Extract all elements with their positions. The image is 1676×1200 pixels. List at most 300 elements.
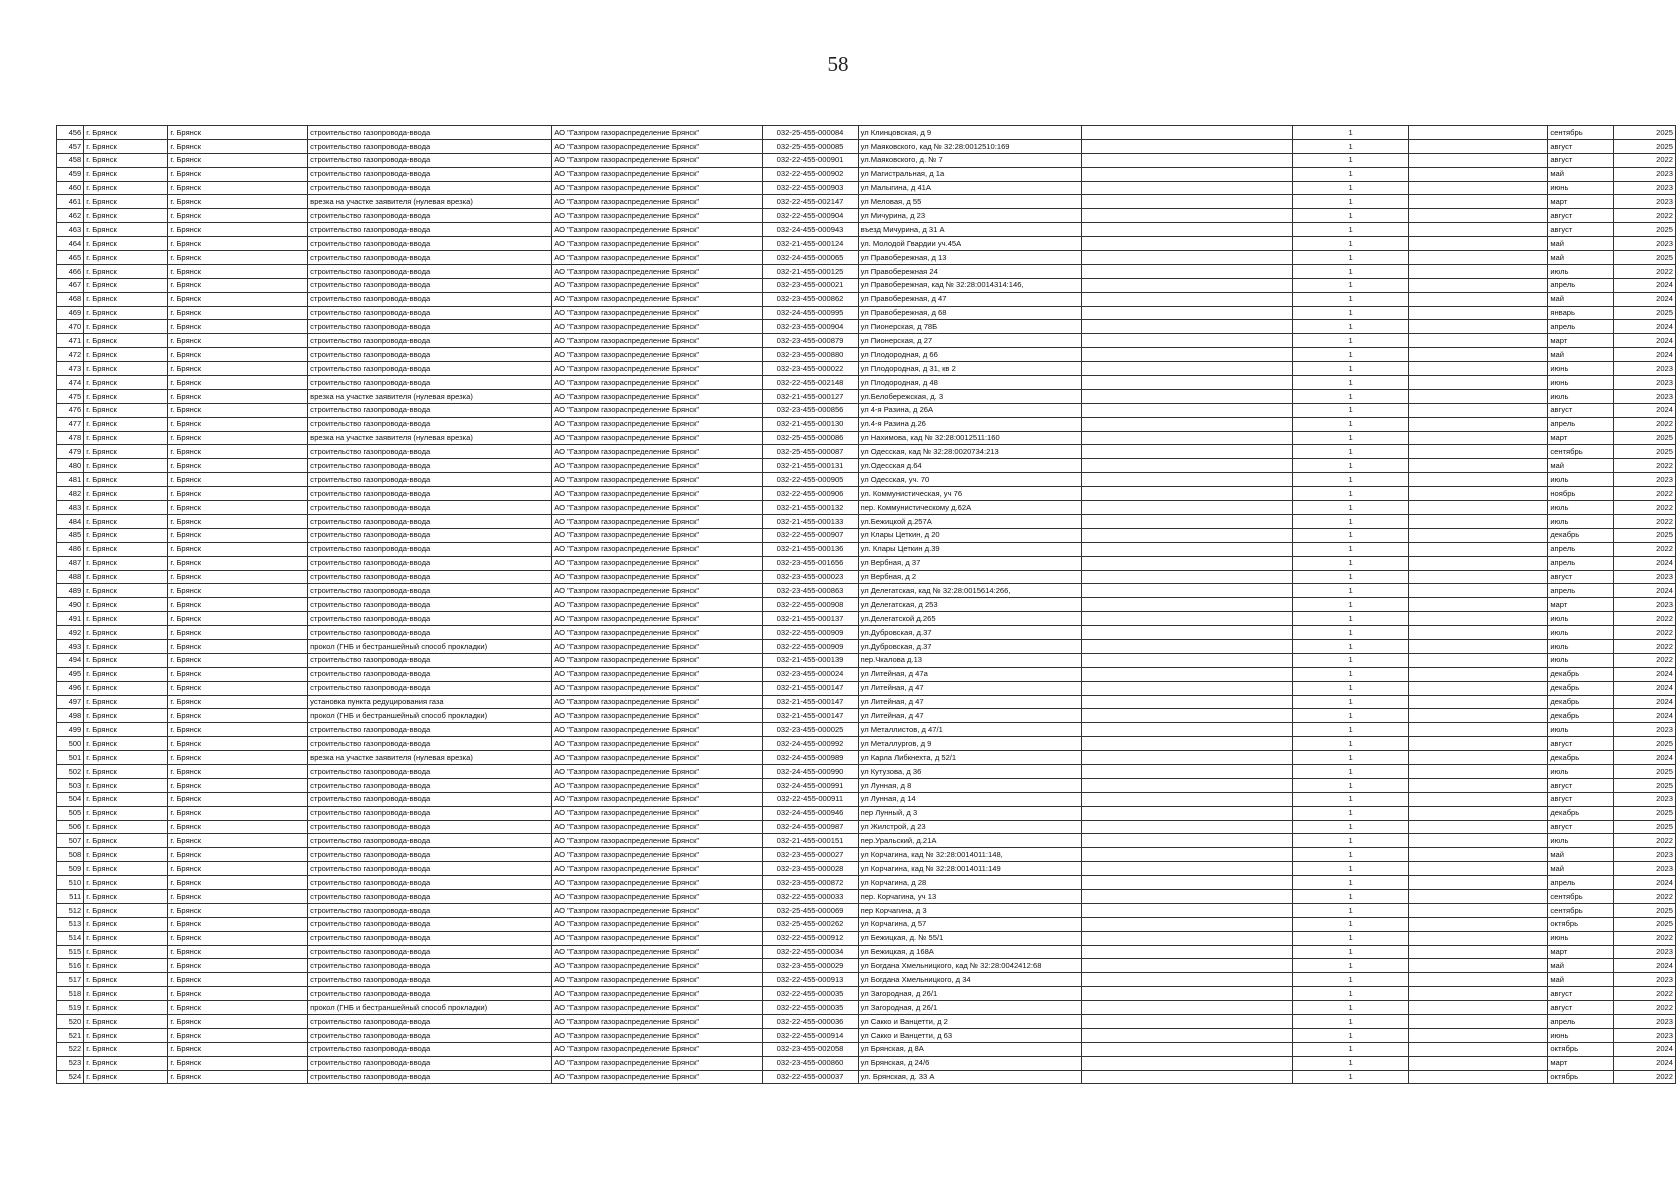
table-row <box>57 987 1676 1001</box>
cell-operator: АО "Газпром газораспределение Брянск" <box>552 862 762 876</box>
cell-empty-column <box>1081 764 1293 778</box>
cell-empty-column-2 <box>1408 639 1547 653</box>
cell-work-type: строительство газопровода-ввода <box>308 320 552 334</box>
cell-address: пер Корчагина, д 3 <box>858 903 1081 917</box>
cell-empty-column-2 <box>1408 973 1547 987</box>
cell-work-type: врезка на участке заявителя (нулевая врезка) <box>308 751 552 765</box>
table-row <box>57 584 1676 598</box>
cell-request-number: 032-24-455-000946 <box>762 806 858 820</box>
cell-quantity: 1 <box>1293 1056 1409 1070</box>
cell-year: 2022 <box>1614 209 1676 223</box>
cell-municipality: г. Брянск <box>84 306 168 320</box>
cell-month: август <box>1548 570 1614 584</box>
cell-address: ул Бежицкая, д 168А <box>858 945 1081 959</box>
page-number: 58 <box>827 52 849 76</box>
cell-year: 2022 <box>1614 931 1676 945</box>
cell-settlement: г. Брянск <box>168 195 308 209</box>
cell-address: ул Загородная, д 26/1 <box>858 1001 1081 1015</box>
cell-work-type: строительство газопровода-ввода <box>308 251 552 265</box>
table-row <box>57 528 1676 542</box>
cell-month: ноябрь <box>1548 487 1614 501</box>
cell-address: ул Загородная, д 26/1 <box>858 987 1081 1001</box>
cell-request-number: 032-23-455-001656 <box>762 556 858 570</box>
cell-settlement: г. Брянск <box>168 598 308 612</box>
cell-empty-column <box>1081 556 1293 570</box>
table-row <box>57 501 1676 515</box>
cell-year: 2024 <box>1614 292 1676 306</box>
table-row <box>57 251 1676 265</box>
cell-request-number: 032-23-455-000862 <box>762 292 858 306</box>
cell-year: 2024 <box>1614 876 1676 890</box>
cell-empty-column <box>1081 931 1293 945</box>
cell-empty-column-2 <box>1408 570 1547 584</box>
cell-address: ул Лунная, д 8 <box>858 778 1081 792</box>
cell-row-number: 522 <box>57 1042 84 1056</box>
cell-work-type: строительство газопровода-ввода <box>308 306 552 320</box>
cell-quantity: 1 <box>1293 542 1409 556</box>
cell-row-number: 490 <box>57 598 84 612</box>
cell-quantity: 1 <box>1293 223 1409 237</box>
cell-year: 2024 <box>1614 403 1676 417</box>
table-row <box>57 792 1676 806</box>
table-row <box>57 1015 1676 1029</box>
cell-operator: АО "Газпром газораспределение Брянск" <box>552 139 762 153</box>
cell-quantity: 1 <box>1293 1015 1409 1029</box>
cell-year: 2022 <box>1614 514 1676 528</box>
cell-settlement: г. Брянск <box>168 737 308 751</box>
cell-settlement: г. Брянск <box>168 251 308 265</box>
cell-work-type: строительство газопровода-ввода <box>308 362 552 376</box>
cell-municipality: г. Брянск <box>84 653 168 667</box>
cell-month: август <box>1548 820 1614 834</box>
cell-row-number: 523 <box>57 1056 84 1070</box>
cell-empty-column-2 <box>1408 889 1547 903</box>
cell-row-number: 496 <box>57 681 84 695</box>
cell-month: июль <box>1548 473 1614 487</box>
cell-year: 2025 <box>1614 139 1676 153</box>
cell-empty-column <box>1081 445 1293 459</box>
cell-operator: АО "Газпром газораспределение Брянск" <box>552 612 762 626</box>
cell-operator: АО "Газпром газораспределение Брянск" <box>552 667 762 681</box>
cell-settlement: г. Брянск <box>168 987 308 1001</box>
table-row <box>57 417 1676 431</box>
cell-empty-column <box>1081 528 1293 542</box>
cell-work-type: установка пункта редуцирования газа <box>308 695 552 709</box>
cell-year: 2025 <box>1614 528 1676 542</box>
cell-work-type: строительство газопровода-ввода <box>308 348 552 362</box>
cell-request-number: 032-21-455-000132 <box>762 501 858 515</box>
cell-address: ул Корчагина, д 28 <box>858 876 1081 890</box>
cell-row-number: 482 <box>57 487 84 501</box>
cell-year: 2023 <box>1614 945 1676 959</box>
cell-work-type: строительство газопровода-ввода <box>308 848 552 862</box>
cell-empty-column-2 <box>1408 542 1547 556</box>
cell-work-type: строительство газопровода-ввода <box>308 376 552 390</box>
cell-empty-column <box>1081 237 1293 251</box>
cell-empty-column-2 <box>1408 820 1547 834</box>
cell-quantity: 1 <box>1293 167 1409 181</box>
table-row <box>57 459 1676 473</box>
cell-work-type: врезка на участке заявителя (нулевая врезка) <box>308 195 552 209</box>
cell-operator: АО "Газпром газораспределение Брянск" <box>552 570 762 584</box>
cell-address: ул.4-я Разина д.26 <box>858 417 1081 431</box>
table-row <box>57 514 1676 528</box>
cell-municipality: г. Брянск <box>84 389 168 403</box>
table-row <box>57 751 1676 765</box>
cell-settlement: г. Брянск <box>168 1042 308 1056</box>
cell-row-number: 514 <box>57 931 84 945</box>
cell-settlement: г. Брянск <box>168 945 308 959</box>
cell-row-number: 513 <box>57 917 84 931</box>
cell-municipality: г. Брянск <box>84 1028 168 1042</box>
cell-request-number: 032-21-455-000130 <box>762 417 858 431</box>
cell-address: ул Мичурина, д 23 <box>858 209 1081 223</box>
cell-month: декабрь <box>1548 695 1614 709</box>
cell-address: ул. Брянская, д. 33 А <box>858 1070 1081 1084</box>
cell-quantity: 1 <box>1293 584 1409 598</box>
cell-operator: АО "Газпром газораспределение Брянск" <box>552 695 762 709</box>
cell-operator: АО "Газпром газораспределение Брянск" <box>552 820 762 834</box>
cell-month: апрель <box>1548 542 1614 556</box>
cell-municipality: г. Брянск <box>84 1056 168 1070</box>
cell-settlement: г. Брянск <box>168 959 308 973</box>
cell-quantity: 1 <box>1293 417 1409 431</box>
table-row <box>57 764 1676 778</box>
cell-month: июль <box>1548 834 1614 848</box>
cell-settlement: г. Брянск <box>168 237 308 251</box>
cell-quantity: 1 <box>1293 264 1409 278</box>
cell-operator: АО "Газпром газораспределение Брянск" <box>552 431 762 445</box>
table-row <box>57 1028 1676 1042</box>
cell-month: сентябрь <box>1548 903 1614 917</box>
cell-quantity: 1 <box>1293 320 1409 334</box>
cell-month: май <box>1548 959 1614 973</box>
table-row <box>57 403 1676 417</box>
cell-municipality: г. Брянск <box>84 431 168 445</box>
cell-quantity: 1 <box>1293 306 1409 320</box>
cell-quantity: 1 <box>1293 695 1409 709</box>
cell-row-number: 472 <box>57 348 84 362</box>
cell-month: декабрь <box>1548 751 1614 765</box>
cell-empty-column <box>1081 862 1293 876</box>
cell-address: ул Нахимова, кад № 32:28:0012511:160 <box>858 431 1081 445</box>
table-row <box>57 709 1676 723</box>
cell-quantity: 1 <box>1293 889 1409 903</box>
cell-empty-column <box>1081 376 1293 390</box>
cell-settlement: г. Брянск <box>168 362 308 376</box>
cell-row-number: 492 <box>57 626 84 640</box>
cell-empty-column-2 <box>1408 1001 1547 1015</box>
cell-work-type: строительство газопровода-ввода <box>308 584 552 598</box>
cell-month: июнь <box>1548 362 1614 376</box>
cell-municipality: г. Брянск <box>84 126 168 140</box>
cell-work-type: строительство газопровода-ввода <box>308 820 552 834</box>
cell-row-number: 474 <box>57 376 84 390</box>
cell-work-type: врезка на участке заявителя (нулевая врезка) <box>308 389 552 403</box>
cell-quantity: 1 <box>1293 903 1409 917</box>
table-row <box>57 223 1676 237</box>
cell-work-type: строительство газопровода-ввода <box>308 417 552 431</box>
cell-request-number: 032-22-455-000901 <box>762 153 858 167</box>
cell-empty-column-2 <box>1408 764 1547 778</box>
cell-municipality: г. Брянск <box>84 681 168 695</box>
cell-empty-column <box>1081 403 1293 417</box>
cell-month: август <box>1548 403 1614 417</box>
cell-request-number: 032-25-455-000085 <box>762 139 858 153</box>
cell-year: 2022 <box>1614 889 1676 903</box>
cell-request-number: 032-22-455-000913 <box>762 973 858 987</box>
cell-request-number: 032-23-455-000872 <box>762 876 858 890</box>
cell-quantity: 1 <box>1293 598 1409 612</box>
cell-year: 2022 <box>1614 834 1676 848</box>
cell-request-number: 032-22-455-000914 <box>762 1028 858 1042</box>
cell-empty-column <box>1081 820 1293 834</box>
cell-municipality: г. Брянск <box>84 612 168 626</box>
cell-request-number: 032-24-455-000992 <box>762 737 858 751</box>
cell-settlement: г. Брянск <box>168 459 308 473</box>
cell-empty-column <box>1081 334 1293 348</box>
cell-settlement: г. Брянск <box>168 848 308 862</box>
cell-address: ул Правобережная, д 47 <box>858 292 1081 306</box>
cell-settlement: г. Брянск <box>168 1070 308 1084</box>
cell-address: ул.Бежицкой д.257А <box>858 514 1081 528</box>
cell-request-number: 032-23-455-000025 <box>762 723 858 737</box>
cell-empty-column-2 <box>1408 931 1547 945</box>
cell-operator: АО "Газпром газораспределение Брянск" <box>552 153 762 167</box>
cell-municipality: г. Брянск <box>84 584 168 598</box>
cell-month: октябрь <box>1548 1070 1614 1084</box>
table-row <box>57 723 1676 737</box>
cell-empty-column-2 <box>1408 598 1547 612</box>
cell-empty-column-2 <box>1408 167 1547 181</box>
cell-settlement: г. Брянск <box>168 681 308 695</box>
table-row <box>57 917 1676 931</box>
cell-month: декабрь <box>1548 709 1614 723</box>
cell-municipality: г. Брянск <box>84 473 168 487</box>
cell-empty-column-2 <box>1408 320 1547 334</box>
cell-settlement: г. Брянск <box>168 570 308 584</box>
cell-work-type: строительство газопровода-ввода <box>308 528 552 542</box>
cell-address: ул Лунная, д 14 <box>858 792 1081 806</box>
cell-operator: АО "Газпром газораспределение Брянск" <box>552 792 762 806</box>
cell-year: 2024 <box>1614 681 1676 695</box>
cell-quantity: 1 <box>1293 556 1409 570</box>
cell-year: 2023 <box>1614 389 1676 403</box>
cell-quantity: 1 <box>1293 181 1409 195</box>
cell-empty-column <box>1081 570 1293 584</box>
table-row <box>57 834 1676 848</box>
cell-operator: АО "Газпром газораспределение Брянск" <box>552 306 762 320</box>
cell-quantity: 1 <box>1293 487 1409 501</box>
cell-operator: АО "Газпром газораспределение Брянск" <box>552 278 762 292</box>
cell-request-number: 032-22-455-000906 <box>762 487 858 501</box>
cell-work-type: строительство газопровода-ввода <box>308 1070 552 1084</box>
cell-year: 2022 <box>1614 626 1676 640</box>
cell-address: ул Металлургов, д 9 <box>858 737 1081 751</box>
cell-operator: АО "Газпром газораспределение Брянск" <box>552 584 762 598</box>
cell-municipality: г. Брянск <box>84 320 168 334</box>
cell-request-number: 032-23-455-002058 <box>762 1042 858 1056</box>
cell-row-number: 476 <box>57 403 84 417</box>
cell-municipality: г. Брянск <box>84 848 168 862</box>
cell-address: ул Брянская, д 24/6 <box>858 1056 1081 1070</box>
cell-municipality: г. Брянск <box>84 973 168 987</box>
cell-request-number: 032-22-455-000905 <box>762 473 858 487</box>
cell-month: июнь <box>1548 181 1614 195</box>
cell-empty-column <box>1081 139 1293 153</box>
cell-operator: АО "Газпром газораспределение Брянск" <box>552 445 762 459</box>
cell-year: 2023 <box>1614 598 1676 612</box>
cell-empty-column <box>1081 167 1293 181</box>
cell-operator: АО "Газпром газораспределение Брянск" <box>552 251 762 265</box>
table-row <box>57 959 1676 973</box>
cell-municipality: г. Брянск <box>84 903 168 917</box>
cell-address: пер.Чкалова д.13 <box>858 653 1081 667</box>
cell-operator: АО "Газпром газораспределение Брянск" <box>552 528 762 542</box>
cell-month: апрель <box>1548 417 1614 431</box>
cell-empty-column-2 <box>1408 459 1547 473</box>
cell-empty-column <box>1081 848 1293 862</box>
cell-settlement: г. Брянск <box>168 723 308 737</box>
cell-empty-column <box>1081 292 1293 306</box>
cell-settlement: г. Брянск <box>168 306 308 320</box>
cell-operator: АО "Газпром газораспределение Брянск" <box>552 959 762 973</box>
cell-row-number: 481 <box>57 473 84 487</box>
cell-year: 2023 <box>1614 473 1676 487</box>
table-row <box>57 292 1676 306</box>
cell-municipality: г. Брянск <box>84 528 168 542</box>
table-row <box>57 195 1676 209</box>
cell-quantity: 1 <box>1293 945 1409 959</box>
cell-work-type: строительство газопровода-ввода <box>308 181 552 195</box>
cell-quantity: 1 <box>1293 209 1409 223</box>
cell-empty-column-2 <box>1408 737 1547 751</box>
cell-request-number: 032-24-455-000943 <box>762 223 858 237</box>
cell-municipality: г. Брянск <box>84 556 168 570</box>
cell-row-number: 469 <box>57 306 84 320</box>
cell-year: 2024 <box>1614 320 1676 334</box>
cell-operator: АО "Газпром газораспределение Брянск" <box>552 348 762 362</box>
cell-month: август <box>1548 778 1614 792</box>
cell-settlement: г. Брянск <box>168 626 308 640</box>
cell-quantity: 1 <box>1293 931 1409 945</box>
cell-request-number: 032-22-455-000907 <box>762 528 858 542</box>
cell-empty-column <box>1081 209 1293 223</box>
cell-empty-column <box>1081 278 1293 292</box>
cell-operator: АО "Газпром газораспределение Брянск" <box>552 320 762 334</box>
cell-row-number: 473 <box>57 362 84 376</box>
cell-empty-column <box>1081 737 1293 751</box>
cell-row-number: 480 <box>57 459 84 473</box>
cell-year: 2022 <box>1614 542 1676 556</box>
cell-month: август <box>1548 223 1614 237</box>
cell-year: 2024 <box>1614 1056 1676 1070</box>
cell-empty-column-2 <box>1408 917 1547 931</box>
cell-empty-column <box>1081 487 1293 501</box>
cell-address: ул Плодородная, д 31, кв 2 <box>858 362 1081 376</box>
cell-empty-column <box>1081 473 1293 487</box>
cell-request-number: 032-25-455-000262 <box>762 917 858 931</box>
table-row <box>57 431 1676 445</box>
cell-row-number: 463 <box>57 223 84 237</box>
cell-month: декабрь <box>1548 667 1614 681</box>
table-row <box>57 126 1676 140</box>
cell-month: июль <box>1548 764 1614 778</box>
cell-municipality: г. Брянск <box>84 209 168 223</box>
cell-month: сентябрь <box>1548 889 1614 903</box>
cell-empty-column-2 <box>1408 292 1547 306</box>
cell-operator: АО "Газпром газораспределение Брянск" <box>552 737 762 751</box>
cell-operator: АО "Газпром газораспределение Брянск" <box>552 973 762 987</box>
cell-municipality: г. Брянск <box>84 181 168 195</box>
cell-empty-column-2 <box>1408 626 1547 640</box>
cell-empty-column-2 <box>1408 195 1547 209</box>
cell-year: 2023 <box>1614 167 1676 181</box>
cell-address: ул Делегатская, д 253 <box>858 598 1081 612</box>
cell-work-type: строительство газопровода-ввода <box>308 292 552 306</box>
cell-work-type: строительство газопровода-ввода <box>308 1056 552 1070</box>
cell-operator: АО "Газпром газораспределение Брянск" <box>552 167 762 181</box>
cell-empty-column <box>1081 389 1293 403</box>
cell-request-number: 032-23-455-000879 <box>762 334 858 348</box>
cell-quantity: 1 <box>1293 764 1409 778</box>
cell-quantity: 1 <box>1293 1001 1409 1015</box>
cell-work-type: строительство газопровода-ввода <box>308 876 552 890</box>
cell-quantity: 1 <box>1293 751 1409 765</box>
cell-municipality: г. Брянск <box>84 945 168 959</box>
cell-settlement: г. Брянск <box>168 126 308 140</box>
cell-year: 2024 <box>1614 584 1676 598</box>
cell-municipality: г. Брянск <box>84 417 168 431</box>
cell-municipality: г. Брянск <box>84 292 168 306</box>
cell-row-number: 465 <box>57 251 84 265</box>
cell-settlement: г. Брянск <box>168 209 308 223</box>
cell-settlement: г. Брянск <box>168 278 308 292</box>
cell-empty-column <box>1081 681 1293 695</box>
cell-municipality: г. Брянск <box>84 1070 168 1084</box>
table-row <box>57 278 1676 292</box>
cell-address: ул. Молодой Гвардии уч.45А <box>858 237 1081 251</box>
cell-empty-column-2 <box>1408 348 1547 362</box>
cell-settlement: г. Брянск <box>168 889 308 903</box>
cell-empty-column-2 <box>1408 334 1547 348</box>
cell-address: ул Вербная, д 37 <box>858 556 1081 570</box>
cell-address: ул Одесская, кад № 32:28:0020734:213 <box>858 445 1081 459</box>
cell-empty-column-2 <box>1408 792 1547 806</box>
cell-address: ул Сакко и Ванцетти, д 2 <box>858 1015 1081 1029</box>
cell-settlement: г. Брянск <box>168 514 308 528</box>
cell-month: июль <box>1548 653 1614 667</box>
cell-municipality: г. Брянск <box>84 709 168 723</box>
cell-year: 2024 <box>1614 348 1676 362</box>
cell-operator: АО "Газпром газораспределение Брянск" <box>552 987 762 1001</box>
cell-operator: АО "Газпром газораспределение Брянск" <box>552 709 762 723</box>
cell-address: ул Бежицкая, д. № 55/1 <box>858 931 1081 945</box>
cell-address: ул Плодородная, д 66 <box>858 348 1081 362</box>
cell-work-type: строительство газопровода-ввода <box>308 862 552 876</box>
cell-work-type: строительство газопровода-ввода <box>308 209 552 223</box>
cell-operator: АО "Газпром газораспределение Брянск" <box>552 945 762 959</box>
cell-month: апрель <box>1548 278 1614 292</box>
cell-month: декабрь <box>1548 806 1614 820</box>
cell-month: октябрь <box>1548 917 1614 931</box>
cell-work-type: строительство газопровода-ввода <box>308 542 552 556</box>
cell-quantity: 1 <box>1293 681 1409 695</box>
cell-empty-column <box>1081 667 1293 681</box>
cell-address: ул Правобережная, д 13 <box>858 251 1081 265</box>
cell-work-type: строительство газопровода-ввода <box>308 278 552 292</box>
table-row <box>57 1056 1676 1070</box>
